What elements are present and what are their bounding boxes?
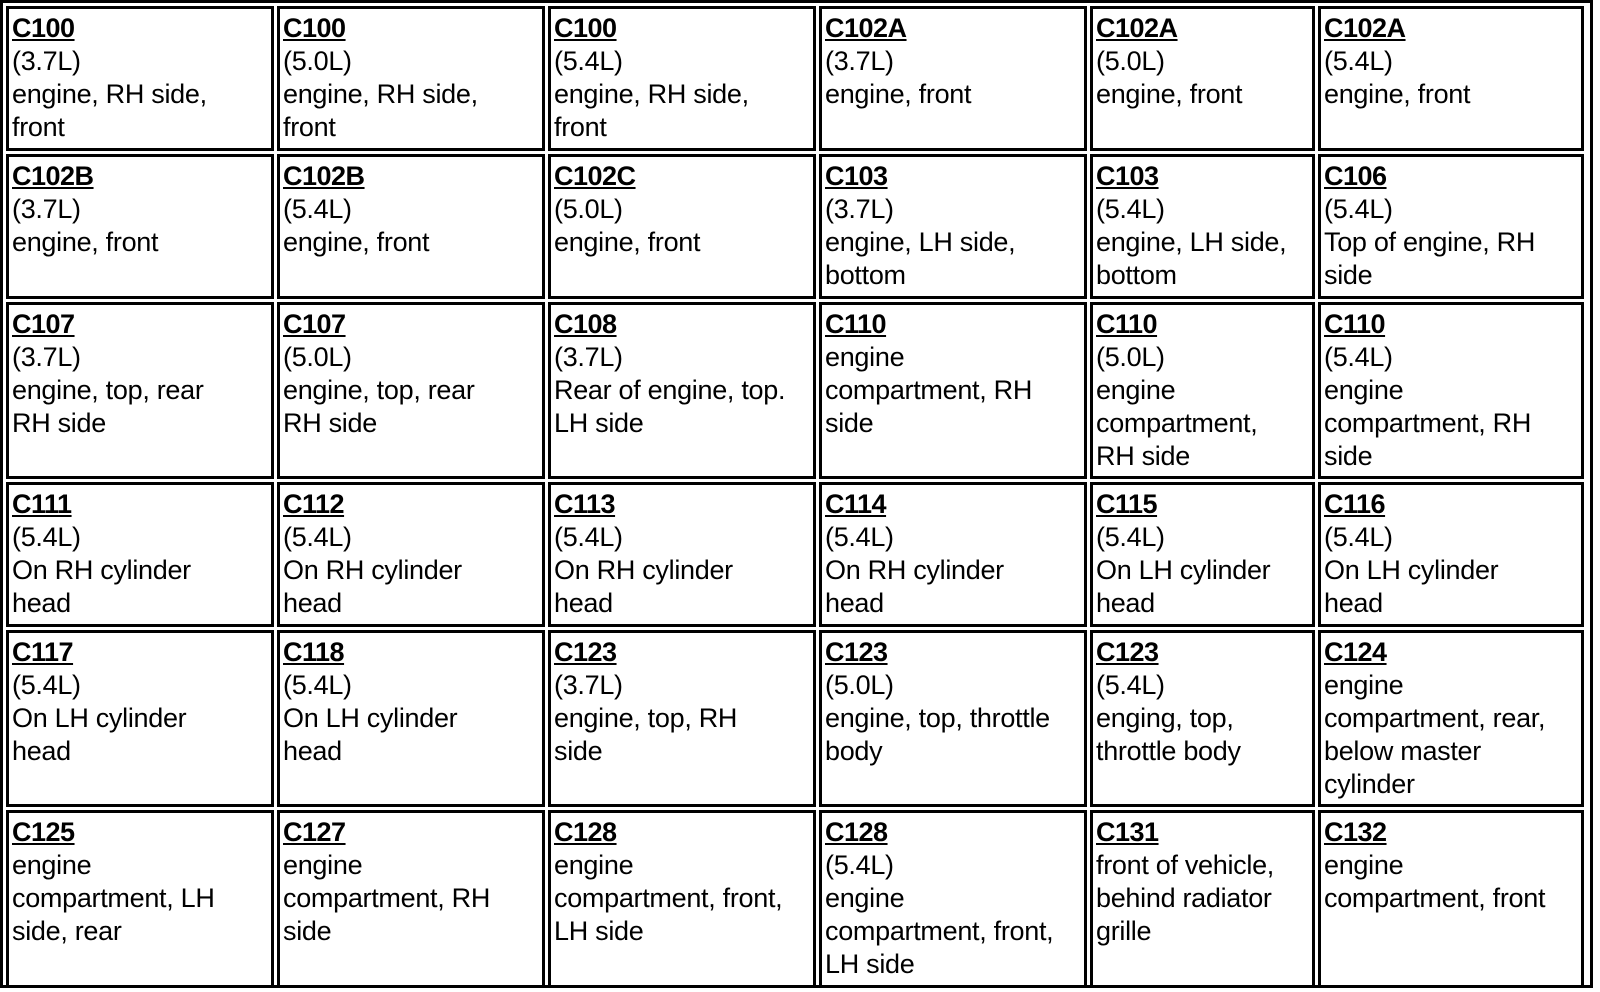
location-text: front xyxy=(283,112,336,142)
table-cell xyxy=(819,630,1087,807)
location-text: compartment, xyxy=(1096,408,1258,438)
table-cell xyxy=(1318,630,1584,807)
table-cell xyxy=(277,302,545,479)
location-text: (5.4L) xyxy=(283,670,352,700)
location-text: side xyxy=(825,408,874,438)
location-text: engine xyxy=(283,850,363,880)
table-cell xyxy=(6,810,274,988)
location-text: body xyxy=(825,736,883,766)
location-text: (5.0L) xyxy=(283,342,352,372)
location-text: engine, top, RH xyxy=(554,703,738,733)
connector-code-link[interactable]: C110 xyxy=(825,309,887,339)
location-text: On RH cylinder xyxy=(825,555,1004,585)
location-text: engine, front xyxy=(554,227,701,257)
location-text: head xyxy=(554,588,613,618)
table-cell xyxy=(6,6,274,151)
location-text: (5.4L) xyxy=(554,522,623,552)
location-text: engine, top, throttle xyxy=(825,703,1050,733)
connector-code-link[interactable]: C110 xyxy=(1096,309,1158,339)
connector-code-link[interactable]: C103 xyxy=(825,161,888,191)
connector-code-link[interactable]: C125 xyxy=(12,817,75,847)
location-text: (3.7L) xyxy=(12,342,81,372)
location-text: (3.7L) xyxy=(554,342,623,372)
location-text: On RH cylinder xyxy=(554,555,733,585)
location-text: (3.7L) xyxy=(825,194,894,224)
location-text: (5.4L) xyxy=(1324,46,1393,76)
location-text: front xyxy=(554,112,607,142)
table-cell xyxy=(277,810,545,988)
location-text: (5.4L) xyxy=(825,522,894,552)
location-text: (5.0L) xyxy=(1096,342,1165,372)
location-text: bottom xyxy=(825,260,906,290)
location-text: On RH cylinder xyxy=(12,555,191,585)
table-cell xyxy=(277,154,545,299)
location-text: front of vehicle, xyxy=(1096,850,1274,880)
table-cell xyxy=(819,302,1087,479)
connector-code-link[interactable]: C103 xyxy=(1096,161,1159,191)
location-text: head xyxy=(12,588,71,618)
connector-code-link[interactable]: C131 xyxy=(1096,817,1159,847)
location-text: front xyxy=(12,112,65,142)
location-text: engine, LH side, xyxy=(825,227,1016,257)
location-text: engine, front xyxy=(825,79,972,109)
table-cell xyxy=(548,6,816,151)
location-text: side xyxy=(554,736,603,766)
connector-code-link[interactable]: C102A xyxy=(1096,13,1178,43)
location-text: (5.0L) xyxy=(825,670,894,700)
location-text: engine, RH side, xyxy=(283,79,478,109)
location-text: behind radiator xyxy=(1096,883,1272,913)
connector-code-link[interactable]: C110 xyxy=(1324,309,1386,339)
table-cell xyxy=(1090,810,1315,988)
location-text: RH side xyxy=(283,408,377,438)
table-cell xyxy=(819,154,1087,299)
location-text: RH side xyxy=(1096,441,1190,471)
location-text: LH side xyxy=(554,916,644,946)
table-cell xyxy=(277,482,545,627)
location-text: head xyxy=(1324,588,1383,618)
location-text: engine, top, rear xyxy=(12,375,204,405)
table-cell xyxy=(1318,482,1584,627)
connector-code-link[interactable]: C102B xyxy=(283,161,365,191)
location-text: (5.4L) xyxy=(12,670,81,700)
connector-code-link[interactable]: C102A xyxy=(825,13,907,43)
location-text: engine xyxy=(1324,375,1404,405)
table-cell xyxy=(6,154,274,299)
connector-code-link[interactable]: C117 xyxy=(12,637,74,667)
location-text: (5.4L) xyxy=(283,194,352,224)
location-text: head xyxy=(283,588,342,618)
connector-code-link[interactable]: C124 xyxy=(1324,637,1387,667)
connector-code-link[interactable]: C107 xyxy=(283,309,346,339)
location-text: LH side xyxy=(554,408,644,438)
table-cell xyxy=(819,482,1087,627)
location-text: (3.7L) xyxy=(12,194,81,224)
location-text: engine, front xyxy=(1096,79,1243,109)
location-text: On LH cylinder xyxy=(1096,555,1271,585)
location-text: engine xyxy=(825,883,905,913)
table-cell xyxy=(277,630,545,807)
location-text: (5.4L) xyxy=(283,522,352,552)
location-text: engine, top, rear xyxy=(283,375,475,405)
location-text: (5.0L) xyxy=(1096,46,1165,76)
location-text: (3.7L) xyxy=(12,46,81,76)
location-text: (5.0L) xyxy=(283,46,352,76)
location-text: compartment, rear, xyxy=(1324,703,1546,733)
connector-code-link[interactable]: C112 xyxy=(283,489,345,519)
location-text: Rear of engine, top. xyxy=(554,375,786,405)
location-text: engine, RH side, xyxy=(554,79,749,109)
location-text: compartment, RH xyxy=(825,375,1033,405)
location-text: (3.7L) xyxy=(554,670,623,700)
location-text: throttle body xyxy=(1096,736,1241,766)
location-text: compartment, front xyxy=(1324,883,1546,913)
location-text: side xyxy=(283,916,332,946)
connector-code-link[interactable]: C116 xyxy=(1324,489,1386,519)
connector-code-link[interactable]: C100 xyxy=(283,13,346,43)
location-text: bottom xyxy=(1096,260,1177,290)
location-text: below master xyxy=(1324,736,1481,766)
location-text: engine xyxy=(1096,375,1176,405)
location-text: engine, front xyxy=(1324,79,1471,109)
table-cell xyxy=(819,810,1087,988)
location-text: (3.7L) xyxy=(825,46,894,76)
location-text: engine, LH side, xyxy=(1096,227,1287,257)
location-text: On LH cylinder xyxy=(1324,555,1499,585)
table-cell xyxy=(548,810,816,988)
table-cell xyxy=(1090,154,1315,299)
location-text: (5.4L) xyxy=(1096,194,1165,224)
connector-code-link[interactable]: C108 xyxy=(554,309,617,339)
connector-code-link[interactable]: C123 xyxy=(825,637,888,667)
location-text: (5.4L) xyxy=(1324,194,1393,224)
location-text: On RH cylinder xyxy=(283,555,462,585)
location-text: (5.4L) xyxy=(554,46,623,76)
connector-code-link[interactable]: C123 xyxy=(1096,637,1159,667)
connector-code-link[interactable]: C102C xyxy=(554,161,636,191)
table-cell xyxy=(6,482,274,627)
location-text: engine xyxy=(1324,850,1404,880)
location-text: engine, front xyxy=(12,227,159,257)
table-cell xyxy=(277,6,545,151)
connector-code-link[interactable]: C128 xyxy=(554,817,617,847)
table-cell xyxy=(548,154,816,299)
connector-code-link[interactable]: C118 xyxy=(283,637,345,667)
table-cell xyxy=(1318,302,1584,479)
connector-code-link[interactable]: C123 xyxy=(554,637,617,667)
location-text: (5.4L) xyxy=(825,850,894,880)
table-cell xyxy=(1318,810,1584,988)
location-text: (5.4L) xyxy=(1096,522,1165,552)
location-text: (5.0L) xyxy=(554,194,623,224)
connector-code-link[interactable]: C111 xyxy=(12,489,72,519)
location-text: Top of engine, RH xyxy=(1324,227,1536,257)
location-text: (5.4L) xyxy=(1096,670,1165,700)
table-cell xyxy=(548,482,816,627)
location-text: head xyxy=(1096,588,1155,618)
location-text: side xyxy=(1324,260,1373,290)
table-cell xyxy=(1090,482,1315,627)
location-text: head xyxy=(12,736,71,766)
location-text: enging, top, xyxy=(1096,703,1234,733)
table-cell xyxy=(1090,630,1315,807)
connector-code-link[interactable]: C114 xyxy=(825,489,887,519)
location-text: LH side xyxy=(825,949,915,979)
table-cell xyxy=(1090,6,1315,151)
location-text: engine, RH side, xyxy=(12,79,207,109)
location-text: On LH cylinder xyxy=(283,703,458,733)
connector-code-link[interactable]: C113 xyxy=(554,489,616,519)
table-cell xyxy=(1090,302,1315,479)
location-text: side, rear xyxy=(12,916,122,946)
connector-code-link[interactable]: C106 xyxy=(1324,161,1387,191)
connector-code-link[interactable]: C100 xyxy=(12,13,75,43)
location-text: engine, front xyxy=(283,227,430,257)
location-text: compartment, front, xyxy=(554,883,783,913)
location-text: (5.4L) xyxy=(12,522,81,552)
table-cell xyxy=(548,302,816,479)
location-text: RH side xyxy=(12,408,106,438)
connector-code-link[interactable]: C102B xyxy=(12,161,94,191)
connector-code-link[interactable]: C100 xyxy=(554,13,617,43)
location-text: grille xyxy=(1096,916,1152,946)
connector-code-link[interactable]: C107 xyxy=(12,309,75,339)
location-text: side xyxy=(1324,441,1373,471)
location-text: (5.4L) xyxy=(1324,522,1393,552)
connector-code-link[interactable]: C132 xyxy=(1324,817,1387,847)
location-text: head xyxy=(825,588,884,618)
location-text: compartment, RH xyxy=(1324,408,1532,438)
location-text: On LH cylinder xyxy=(12,703,187,733)
location-text: compartment, LH xyxy=(12,883,215,913)
location-text: engine xyxy=(825,342,905,372)
location-text: engine xyxy=(1324,670,1404,700)
table-cell xyxy=(819,6,1087,151)
table-cell xyxy=(1318,154,1584,299)
table-cell xyxy=(548,630,816,807)
connector-code-link[interactable]: C127 xyxy=(283,817,346,847)
table-cell xyxy=(6,630,274,807)
location-text: engine xyxy=(554,850,634,880)
location-text: engine xyxy=(12,850,92,880)
location-text: cylinder xyxy=(1324,769,1415,799)
table-cell xyxy=(6,302,274,479)
connector-code-link[interactable]: C115 xyxy=(1096,489,1158,519)
connector-code-link[interactable]: C128 xyxy=(825,817,888,847)
location-text: (5.4L) xyxy=(1324,342,1393,372)
location-text: compartment, RH xyxy=(283,883,491,913)
location-text: compartment, front, xyxy=(825,916,1054,946)
location-text: head xyxy=(283,736,342,766)
table-cell xyxy=(1318,6,1584,151)
connector-code-link[interactable]: C102A xyxy=(1324,13,1406,43)
